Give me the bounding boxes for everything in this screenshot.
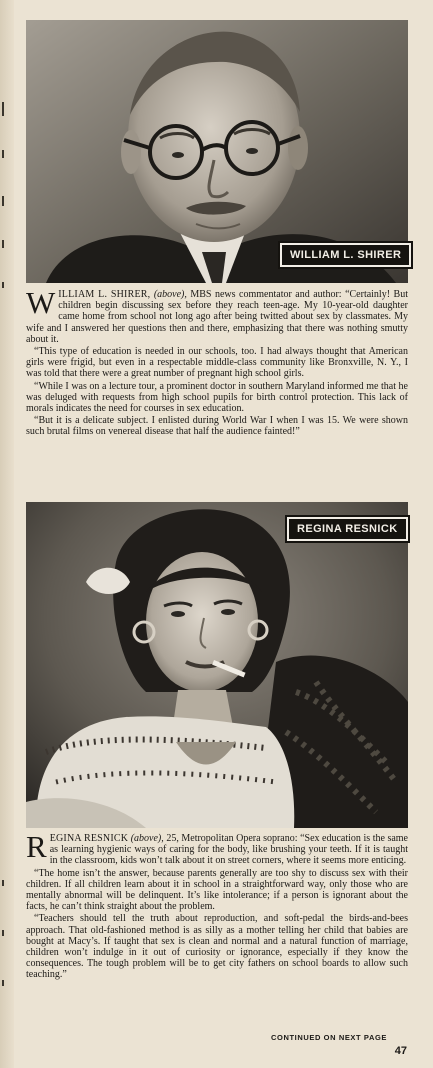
resnick-lead-name: EGINA RESNICK [49, 833, 129, 844]
resnick-name-caption: REGINA RESNICK [287, 517, 408, 541]
drop-cap-w: W [26, 285, 56, 320]
resnick-above-note: (above), [130, 833, 164, 844]
resnick-lead-text: 25, Metropolitan Opera soprano: “Sex education is the same as learning hygienic ways of caring for the body, like brushing your teeth. If it is taught in the classroom, kids won’t talk about it on street corners, where it seems more enticing. [49, 833, 408, 867]
shirer-lead-name: ILLIAM L. SHIRER, [58, 289, 151, 300]
shirer-quote-text [26, 285, 408, 439]
shirer-paragraph: “While I was on a lecture tour, a prominent doctor in southern Maryland informed me that he was deluged with requests from high school pupils for birth control protection. This lack of morals indicates the need for courses in sex education. [26, 380, 408, 415]
shirer-lead-text: MBS news commentator and author: “Certainly! But children begin discussing sex before they reach teen-age. My 10-year-old daughter came home from school not long ago after being twitted about sex by classmates. My wife and I answered her questions then and there, emphasizing that there was nothing smutty about it. [26, 289, 408, 345]
shirer-paragraph: “This type of education is needed in our schools, too. I had always thought that American girls were frigid, but even in a respectable middle-class community like Bronxville, N. Y., I was told that there were a great number of pregnant high school girls. [26, 346, 408, 380]
shirer-lead-paragraph [26, 285, 408, 345]
resnick-portrait-photo [26, 502, 408, 828]
resnick-paragraph: “Teachers should tell the truth about reproduction, and soft-pedal the birds-and-bees approach. That old-fashioned method is as silly as a mother telling her child that babies are bought at Macy’s. If taught that sex is clean and normal and a natural function of marriage, children won’t indulge in it out of curiosity or ignorance, especially if they know the consequences. The tough problem will be to get city fathers on school boards to allow such teaching.” [26, 913, 408, 981]
shirer-above-note: (above), [153, 289, 187, 300]
continued-notice: CONTINUED ON NEXT PAGE [271, 1033, 387, 1042]
page-number: 47 [394, 1045, 407, 1057]
shirer-paragraph: “But it is a delicate subject. I enlisted during World War I when I was 15. We were shown such brutal films on venereal disease that half the audience fainted!” [26, 415, 408, 438]
resnick-paragraph: “The home isn’t the answer, because parents generally are too shy to discuss sex with their children. If all children learn about it in school in a straightforward way, only those who are mentally abnormal will be delinquent. It’s like intolerance; if a person is ignorant about the facts, he can’t think straight about the problem. [26, 867, 408, 913]
resnick-lead-paragraph [26, 829, 408, 867]
shirer-name-caption: WILLIAM L. SHIRER [280, 243, 411, 267]
resnick-portrait-image [26, 502, 408, 828]
drop-cap-r: R [26, 829, 47, 864]
resnick-quote-text [26, 829, 408, 982]
page-gutter [0, 0, 14, 1068]
